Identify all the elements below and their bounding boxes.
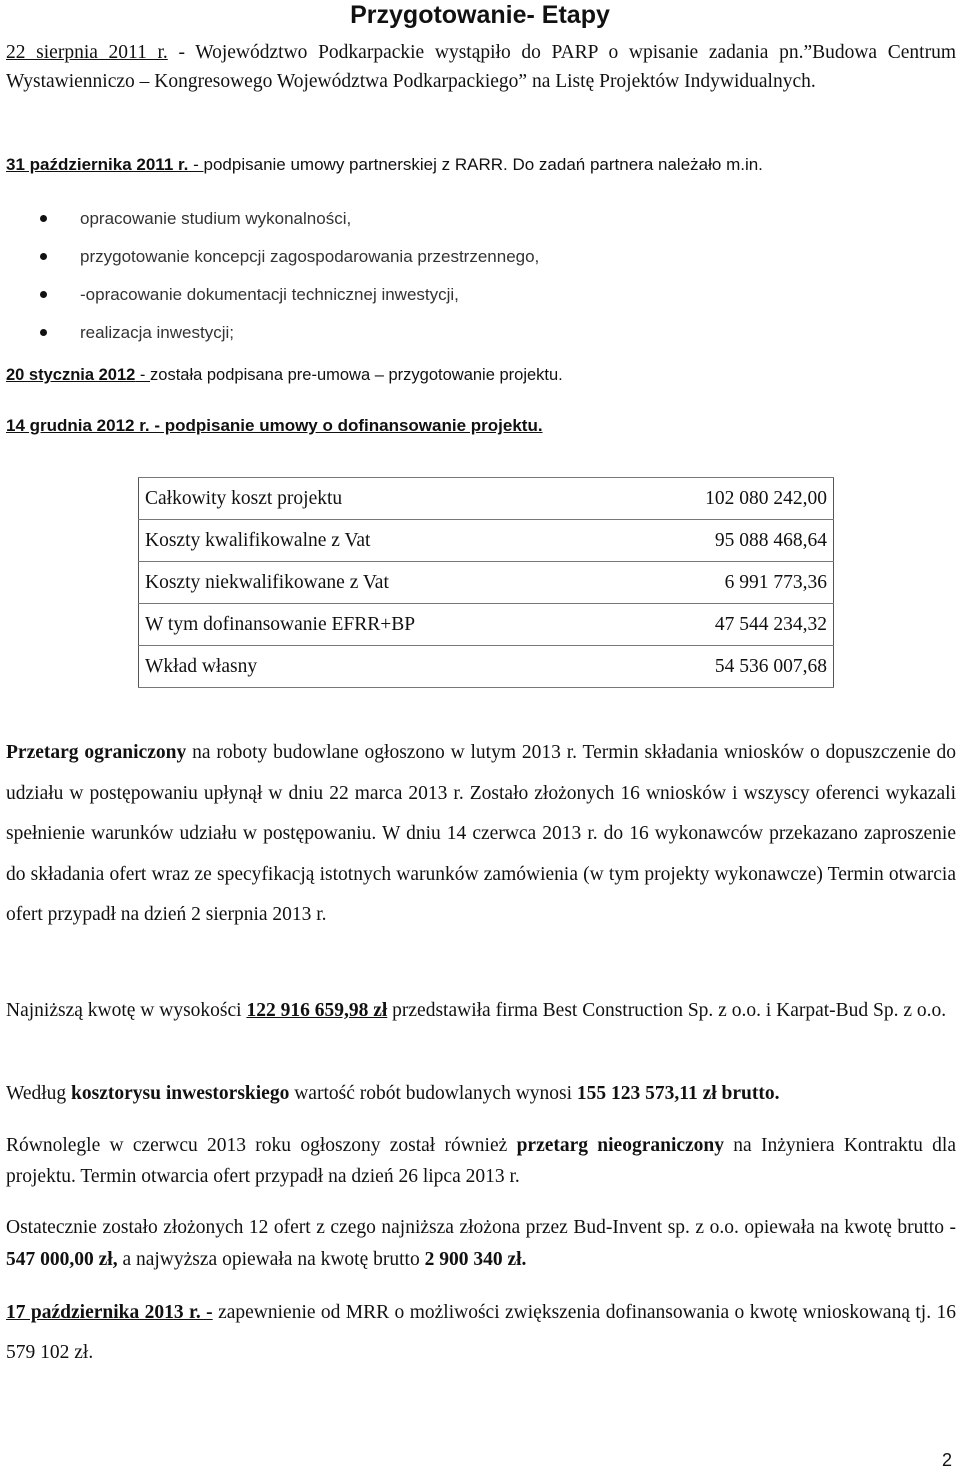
partner-tasks-list bbox=[0, 200, 539, 352]
cost-value: 95 088 468,64 bbox=[610, 520, 834, 562]
paragraph-rarr-text: podpisanie umowy partnerskiej z RARR. Do zadań partnera należało m.in. bbox=[203, 155, 763, 174]
date-17-october-2013: 17 października 2013 r. - bbox=[6, 1302, 213, 1323]
cost-label: Wkład własny bbox=[139, 646, 610, 688]
paragraph-parp bbox=[6, 38, 956, 96]
list-item-label: opracowanie studium wykonalności, bbox=[80, 209, 352, 228]
table-row bbox=[139, 520, 834, 562]
paragraph-offers-submitted-text2: a najwyższa opiewała na kwotę brutto bbox=[117, 1249, 425, 1270]
paragraph-offers-submitted bbox=[6, 1212, 956, 1276]
paragraph-parp-text: - Województwo Podkarpackie wystąpiło do PARP o wpisanie zadania pn.”Budowa Centrum Wystawienniczo – Kongresowego Województwa Podkarpackiego” na Listę Projektów Indywidualnych. bbox=[6, 42, 956, 92]
paragraph-investor-estimate-text1: Według bbox=[6, 1083, 72, 1104]
lowest-offer-amount: 122 916 659,98 zł bbox=[246, 1000, 388, 1021]
table-row bbox=[139, 562, 834, 604]
paragraph-rarr bbox=[6, 150, 956, 180]
bullet-icon bbox=[40, 253, 47, 260]
paragraph-pre-agreement-text: została podpisana pre-umowa – przygotowanie projektu. bbox=[150, 366, 563, 384]
dash-20-january: - bbox=[135, 366, 151, 384]
bullet-icon bbox=[40, 215, 47, 222]
restricted-tender-label: Przetarg ograniczony bbox=[6, 742, 187, 763]
cost-label: Koszty niekwalifikowane z Vat bbox=[139, 562, 610, 604]
paragraph-investor-estimate bbox=[6, 1079, 956, 1109]
page-number: 2 bbox=[941, 1450, 952, 1470]
date-22-august-2011: 22 sierpnia 2011 r. bbox=[6, 42, 168, 63]
paragraph-lowest-offer-text2: przedstawiła firma Best Construction Sp. z o.o. i Karpat-Bud Sp. z o.o. bbox=[387, 1000, 947, 1021]
list-item-label: -opracowanie dokumentacji technicznej inwestycji, bbox=[80, 285, 459, 304]
list-item-label: przygotowanie koncepcji zagospodarowania przestrzennego, bbox=[80, 247, 540, 266]
list-item bbox=[0, 276, 539, 314]
date-31-october-2011: 31 października 2011 r. bbox=[6, 155, 189, 174]
investor-estimate-amount: 155 123 573,11 zł brutto. bbox=[576, 1083, 780, 1104]
cost-label: W tym dofinansowanie EFRR+BP bbox=[139, 604, 610, 646]
cofinancing-agreement-text: 14 grudnia 2012 r. - podpisanie umowy o dofinansowanie projektu. bbox=[6, 416, 543, 435]
lowest-gross-amount: 547 000,00 zł, bbox=[6, 1249, 118, 1270]
paragraph-lowest-offer-text1: Najniższą kwotę w wysokości bbox=[6, 1000, 247, 1021]
paragraph-unrestricted-tender bbox=[6, 1130, 956, 1192]
table-row bbox=[139, 604, 834, 646]
list-item bbox=[0, 200, 539, 238]
cost-value: 6 991 773,36 bbox=[610, 562, 834, 604]
paragraph-offers-submitted-text1: Ostatecznie zostało złożonych 12 ofert z czego najniższa złożona przez Bud-Invent sp. z o.o. opiewała na kwotę brutto - bbox=[6, 1217, 956, 1238]
paragraph-restricted-tender bbox=[6, 733, 956, 936]
page-title: Przygotowanie- Etapy bbox=[350, 1, 610, 29]
paragraph-mrr-assurance-text: zapewnienie od MRR o możliwości zwiększenia dofinansowania o kwotę wnioskowaną tj. 16 579 102 zł. bbox=[6, 1302, 956, 1363]
paragraph-unrestricted-tender-text2: na Inżyniera Kontraktu dla projektu. Termin otwarcia ofert przypadł na dzień 26 lipca 2013 r. bbox=[6, 1135, 956, 1187]
paragraph-cofinancing-agreement bbox=[6, 411, 956, 441]
project-costs-table bbox=[138, 477, 834, 688]
paragraph-investor-estimate-text2: wartość robót budowlanych wynosi bbox=[289, 1083, 577, 1104]
paragraph-mrr-assurance bbox=[6, 1293, 956, 1373]
bullet-icon bbox=[40, 329, 47, 336]
cost-label: Koszty kwalifikowalne z Vat bbox=[139, 520, 610, 562]
cost-value: 102 080 242,00 bbox=[610, 478, 834, 520]
cost-label: Całkowity koszt projektu bbox=[139, 478, 610, 520]
cost-value: 47 544 234,32 bbox=[610, 604, 834, 646]
investor-estimate-label: kosztorysu inwestorskiego bbox=[71, 1083, 290, 1104]
bullet-icon bbox=[40, 291, 47, 298]
paragraph-lowest-offer bbox=[6, 995, 956, 1027]
date-20-january-2012: 20 stycznia 2012 bbox=[6, 366, 136, 384]
highest-gross-amount: 2 900 340 zł. bbox=[424, 1249, 527, 1270]
list-item-label: realizacja inwestycji; bbox=[80, 323, 234, 342]
paragraph-pre-agreement bbox=[6, 360, 956, 390]
paragraph-restricted-tender-text: na roboty budowlane ogłoszono w lutym 2013 r. Termin składania wniosków o dopuszczenie do udziału w postępowaniu upłynął w dniu 22 marca 2013 r. Zostało złożonych 16 wniosków i wszyscy oferenci wykazali spełnienie warunków udziału w postępowaniu. W dniu 14 czerwca 2013 r. do 16 wykonawców przekazano zaproszenie do składania ofert wraz ze specyfikacją istotnych warunków zamówienia (w tym projekty wykonawcze) Termin otwarcia ofert przypadł na dzień 2 sierpnia 2013 r. bbox=[6, 742, 956, 925]
list-item bbox=[0, 314, 539, 352]
table-row bbox=[139, 478, 834, 520]
unrestricted-tender-label: przetarg nieograniczony bbox=[516, 1135, 725, 1156]
paragraph-unrestricted-tender-text1: Równolegle w czerwcu 2013 roku ogłoszony został również bbox=[6, 1135, 517, 1156]
cost-value: 54 536 007,68 bbox=[610, 646, 834, 688]
list-item bbox=[0, 238, 539, 276]
dash-31-october: - bbox=[188, 155, 204, 174]
table-row bbox=[139, 646, 834, 688]
